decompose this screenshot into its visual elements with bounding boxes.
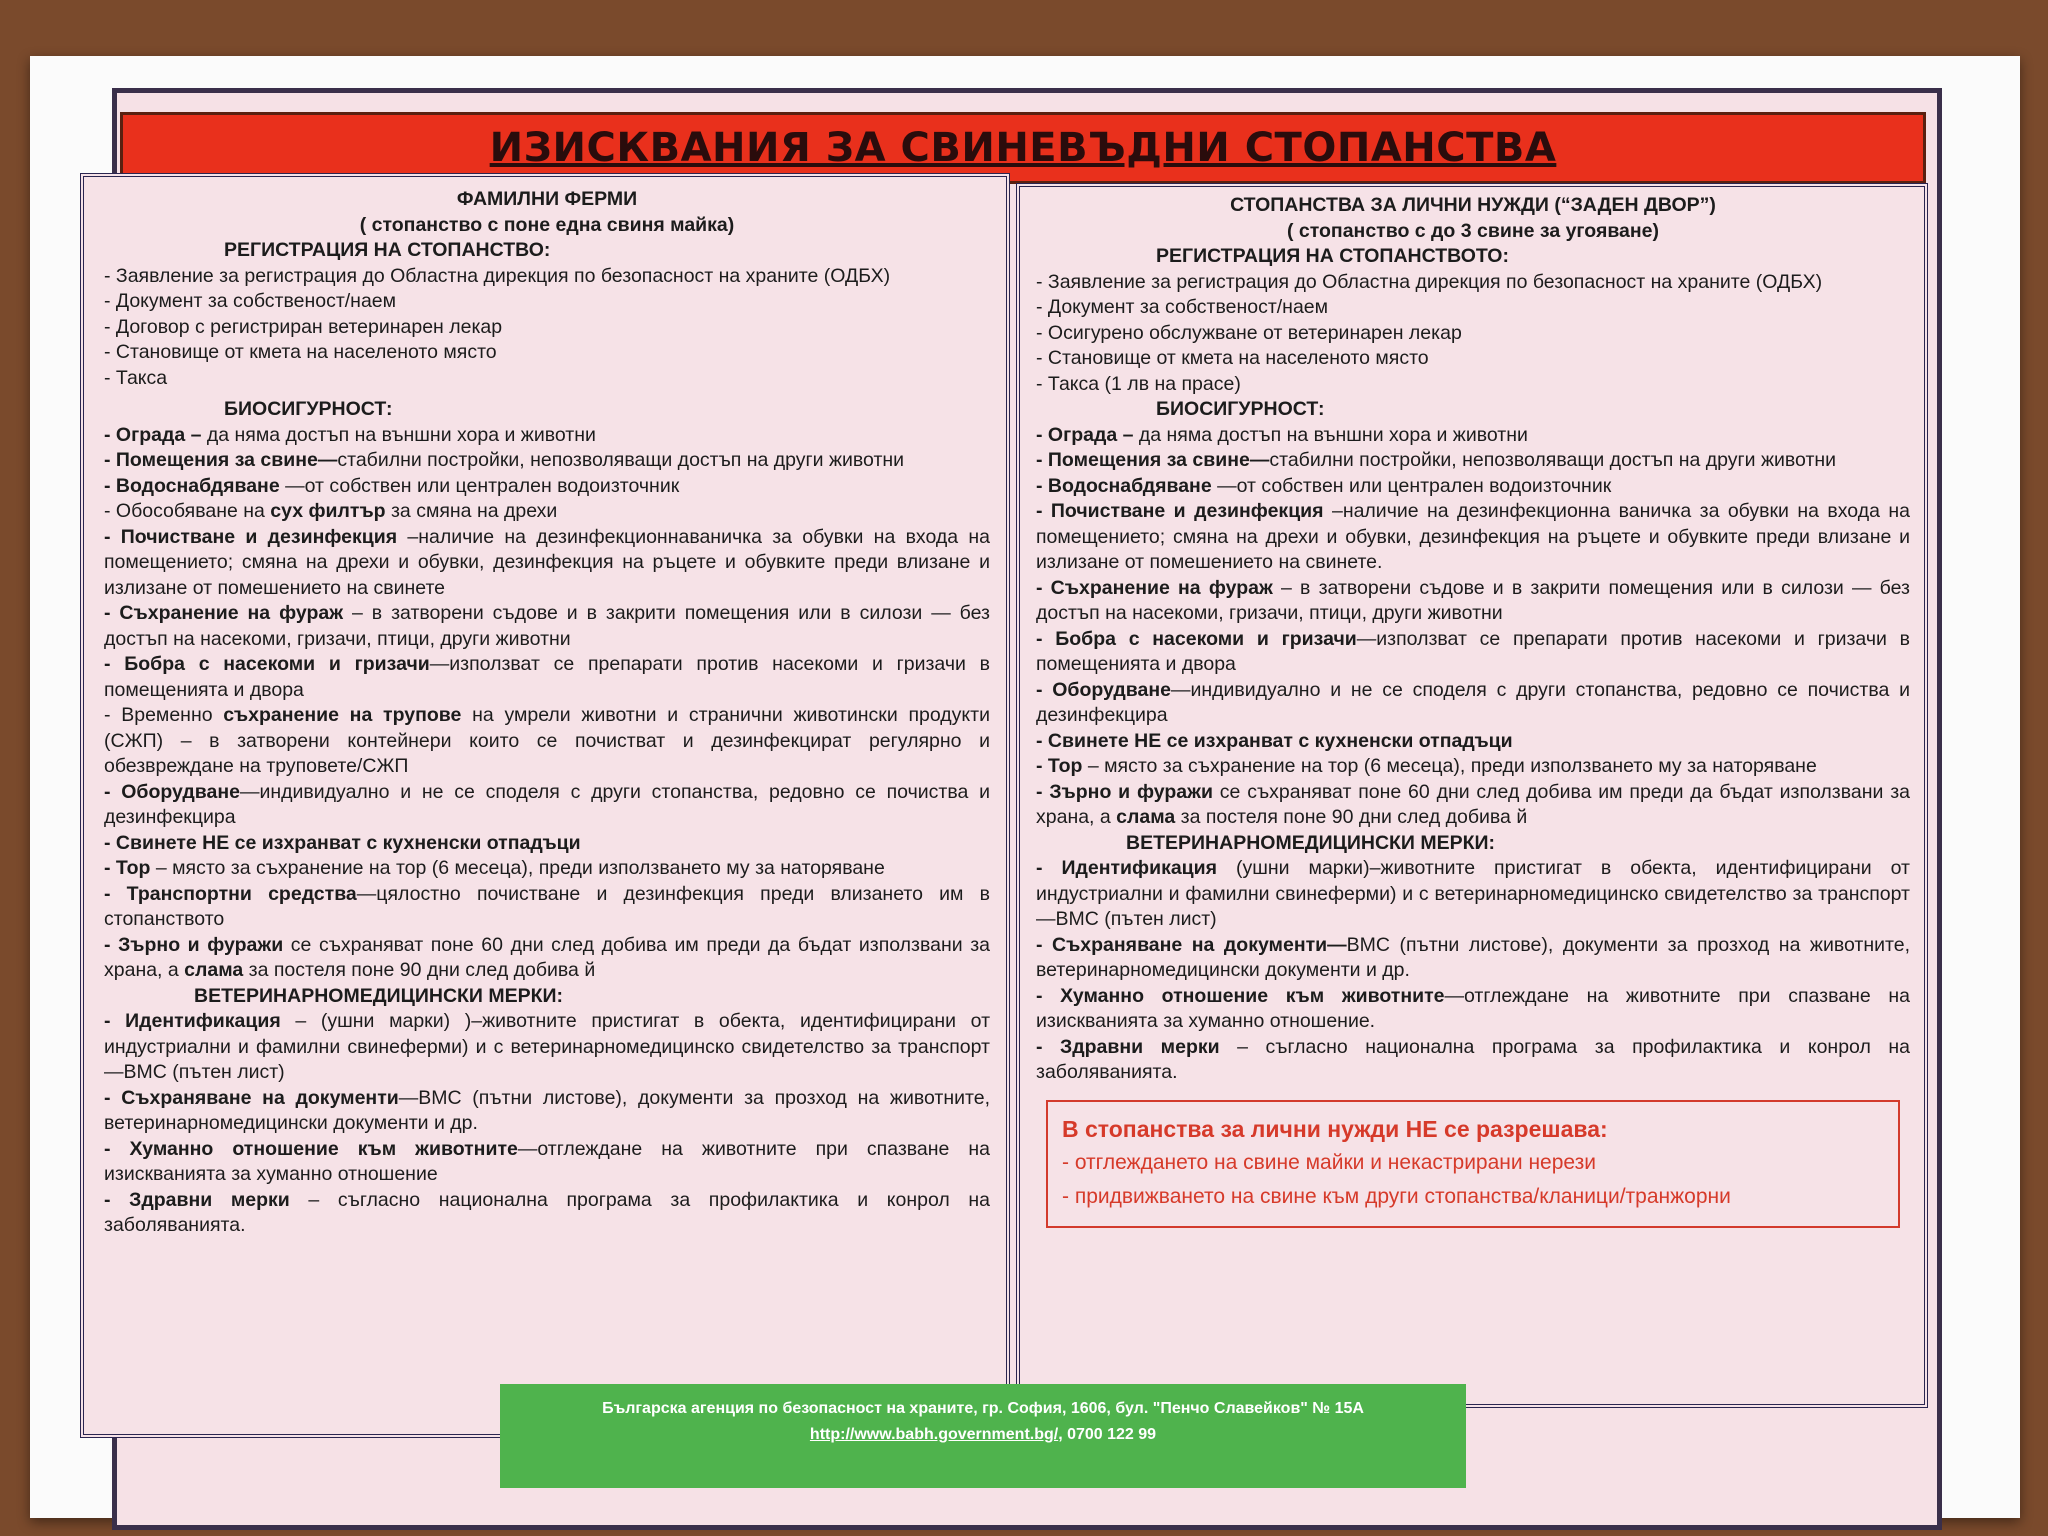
list-item: - Бобра с насекоми и гризачи—използват се препарати против насекоми и гризачи в помещенията и двора <box>104 653 990 701</box>
list-item: - Осигурено обслужване от ветеринарен лекар <box>1036 321 1462 344</box>
agency-contact <box>500 1422 1466 1448</box>
list-item: - Ограда – да няма достъп на външни хора и животни <box>104 423 596 446</box>
notice-item: - придвижването на свине към други стопанства/кланици/транжорни <box>1062 1184 1731 1208</box>
notice-item: - отглеждането на свине майки и некастрирани нерези <box>1062 1150 1596 1174</box>
list-item: - Водоснабдяване —от собствен или централен водоизточник <box>104 474 680 497</box>
list-item: - Заявление за регистрация до Областна дирекция по безопасност на храните (ОДБХ) <box>104 264 891 287</box>
list-item: - Оборудване—индивидуално и не се споделя с други стопанства, редовно се почиства и дезинфекцира <box>104 780 990 828</box>
list-item: - Оборудване—индивидуално и не се споделя с други стопанства, редовно се почиства и дезинфекцира <box>1036 678 1910 726</box>
list-item: - Временно съхранение на трупове на умрели животни и странични животински продукти (СЖП) – в затворени контейнери които се почистват и дезинфекцират регулярно и обезвреждане на труповете/СЖП <box>104 704 990 777</box>
list-item: - Такса <box>104 366 168 389</box>
agency-website-link[interactable]: http://www.babh.government.bg/ <box>809 1426 1059 1443</box>
list-item: - Тор – място за съхранение на тор (6 месеца), преди използването му за наторяване <box>1036 755 1817 777</box>
list-item: - Становище от кмета на населеното място <box>1036 347 1429 369</box>
left-vet-list <box>104 1009 990 1239</box>
left-biosecurity-list <box>104 423 990 984</box>
list-item: - Хуманно отношение към животните—отглеждане на животните при спазване на изискванията за хуманно отношение <box>104 1137 990 1185</box>
list-item: - Водоснабдяване —от собствен или централен водоизточник <box>1036 474 1612 497</box>
list-item: - Почистване и дезинфекция –наличие на дезинфекционнаваничка за обувки на входа на помещението; смяна на дрехи и обувки, дезинфекция на ръцете и обувките преди влизане и излизане от помешението на свинете <box>104 525 990 599</box>
list-item: - Документ за собственост/наем <box>1036 296 1329 318</box>
list-item: - Свинете НЕ се изхранват с кухненски отпадъци <box>104 831 581 854</box>
prohibition-notice <box>1046 1100 1900 1228</box>
list-item: - Здравни мерки – съгласно национална програма за профилактика и конрол на заболяванията. <box>1036 1035 1910 1083</box>
list-item: - Съхранение на фураж – в затворени съдове и в закрити помещения или в силози — без достъп на насекоми, гризачи, птици, други животни <box>104 602 990 650</box>
list-item: - Тор – място за съхранение на тор (6 месеца), преди използването му за наторяване <box>104 857 885 879</box>
poster-title: ИЗИСКВАНИЯ ЗА СВИНЕВЪДНИ СТОПАНСТВА <box>489 125 1557 171</box>
right-registration-title: РЕГИСТРАЦИЯ НА СТОПАНСТВОТО: <box>1156 245 1509 267</box>
list-item: - Зърно и фуражи се съхраняват поне 60 дни след добива им преди да бъдат използвани за храна, а слама за постеля поне 90 дни след добива й <box>104 933 990 981</box>
backyard-farms-panel <box>1016 183 1928 1408</box>
right-registration-list <box>1036 270 1910 398</box>
list-item: - Становище от кмета на населеното място <box>104 341 497 363</box>
right-heading: СТОПАНСТВА ЗА ЛИЧНИ НУЖДИ (“ЗАДЕН ДВОР”) <box>1230 194 1716 216</box>
list-item: - Документ за собственост/наем <box>104 290 397 312</box>
list-item: - Ограда – да няма достъп на външни хора и животни <box>1036 423 1528 446</box>
list-item: - Хуманно отношение към животните—отглеждане на животните при спазване на изискванията за хуманно отношение. <box>1036 984 1911 1032</box>
list-item: - Съхранение на фураж – в затворени съдове и в закрити помещения или в силози — без достъп на насекоми, гризачи, птици, други животни <box>1036 576 1910 624</box>
agency-address: Българска агенция по безопасност на храните, гр. София, 1606, бул. "Пенчо Славейков" № 15А <box>602 1400 1364 1417</box>
list-item: - Помещения за свине—стабилни постройки, непозволяващи достъп на други животни <box>104 449 905 471</box>
right-vet-list <box>1036 856 1910 1086</box>
list-item: - Идентификация (ушни марки)–животните пристигат в обекта, идентифицирани от индустриални и фамилни свинеферми) и с ветеринарномедицинско свидетелство за транспорт—ВМС (пътен лист) <box>1036 857 1910 930</box>
list-item: - Почистване и дезинфекция –наличие на дезинфекционна ваничка за обувки на входа на помещението; смяна на дрехи и обувки, дезинфекция на ръцете и обувките преди влизане и излизане от помешението на свинете. <box>1036 500 1910 573</box>
right-biosecurity-list <box>1036 423 1910 831</box>
agency-phone: , 0700 122 99 <box>1058 1426 1157 1443</box>
list-item: - Идентификация – (ушни марки) )–животните пристигат в обекта, идентифицирани от индустриални и фамилни свинеферми) и с ветеринарномедицинско свидетелство за транспорт—ВМС (пътен лист) <box>104 1010 990 1083</box>
list-item: - Обособяване на сух филтър за смяна на дрехи <box>104 500 558 522</box>
list-item: - Съхраняване на документи—ВМС (пътни листове), документи за прозход на животните, ветеринарномедицински документи и др. <box>1036 933 1910 981</box>
left-subheading: ( стопанство с поне една свиня майка) <box>359 213 735 236</box>
left-vet-title: ВЕТЕРИНАРНОМЕДИЦИНСКИ МЕРКИ: <box>194 984 564 1007</box>
notice-title: В стопанства за лични нужди НЕ се разрешава: <box>1062 1115 1608 1142</box>
right-subheading: ( стопанство с до 3 свине за угояване) <box>1286 219 1660 242</box>
list-item: - Такса (1 лв на прасе) <box>1036 372 1241 395</box>
right-biosecurity-title: БИОСИГУРНОСТ: <box>1156 398 1325 420</box>
left-registration-title: РЕГИСТРАЦИЯ НА СТОПАНСТВО: <box>224 239 551 261</box>
list-item: - Договор с регистриран ветеринарен лекар <box>104 315 503 338</box>
agency-footer <box>500 1384 1466 1488</box>
list-item: - Свинете НЕ се изхранват с кухненски отпадъци <box>1036 729 1513 752</box>
list-item: - Здравни мерки – съгласно национална програма за профилактика и конрол на заболяванията. <box>104 1188 990 1236</box>
right-vet-title: ВЕТЕРИНАРНОМЕДИЦИНСКИ МЕРКИ: <box>1126 831 1496 854</box>
left-registration-list <box>104 264 990 392</box>
list-item: - Транспортни средства—цялостно почистване и дезинфекция преди влизането им в стопанството <box>104 882 990 930</box>
list-item: - Съхраняване на документи—ВМС (пътни листове), документи за прозход на животните, ветеринарномедицински документи и др. <box>104 1086 990 1134</box>
list-item: - Зърно и фуражи се съхраняват поне 60 дни след добива им преди да бъдат използвани за храна, а слама за постеля поне 90 дни след добива й <box>1036 780 1910 828</box>
family-farms-panel <box>80 173 1010 1438</box>
list-item: - Заявление за регистрация до Областна дирекция по безопасност на храните (ОДБХ) <box>1036 270 1823 293</box>
list-item: - Бобра с насекоми и гризачи—използват се препарати против насекоми и гризачи в помещенията и двора <box>1036 627 1910 675</box>
list-item: - Помещения за свине—стабилни постройки, непозволяващи достъп на други животни <box>1036 449 1837 471</box>
left-heading: ФАМИЛНИ ФЕРМИ <box>456 188 638 210</box>
left-biosecurity-title: БИОСИГУРНОСТ: <box>224 398 393 420</box>
